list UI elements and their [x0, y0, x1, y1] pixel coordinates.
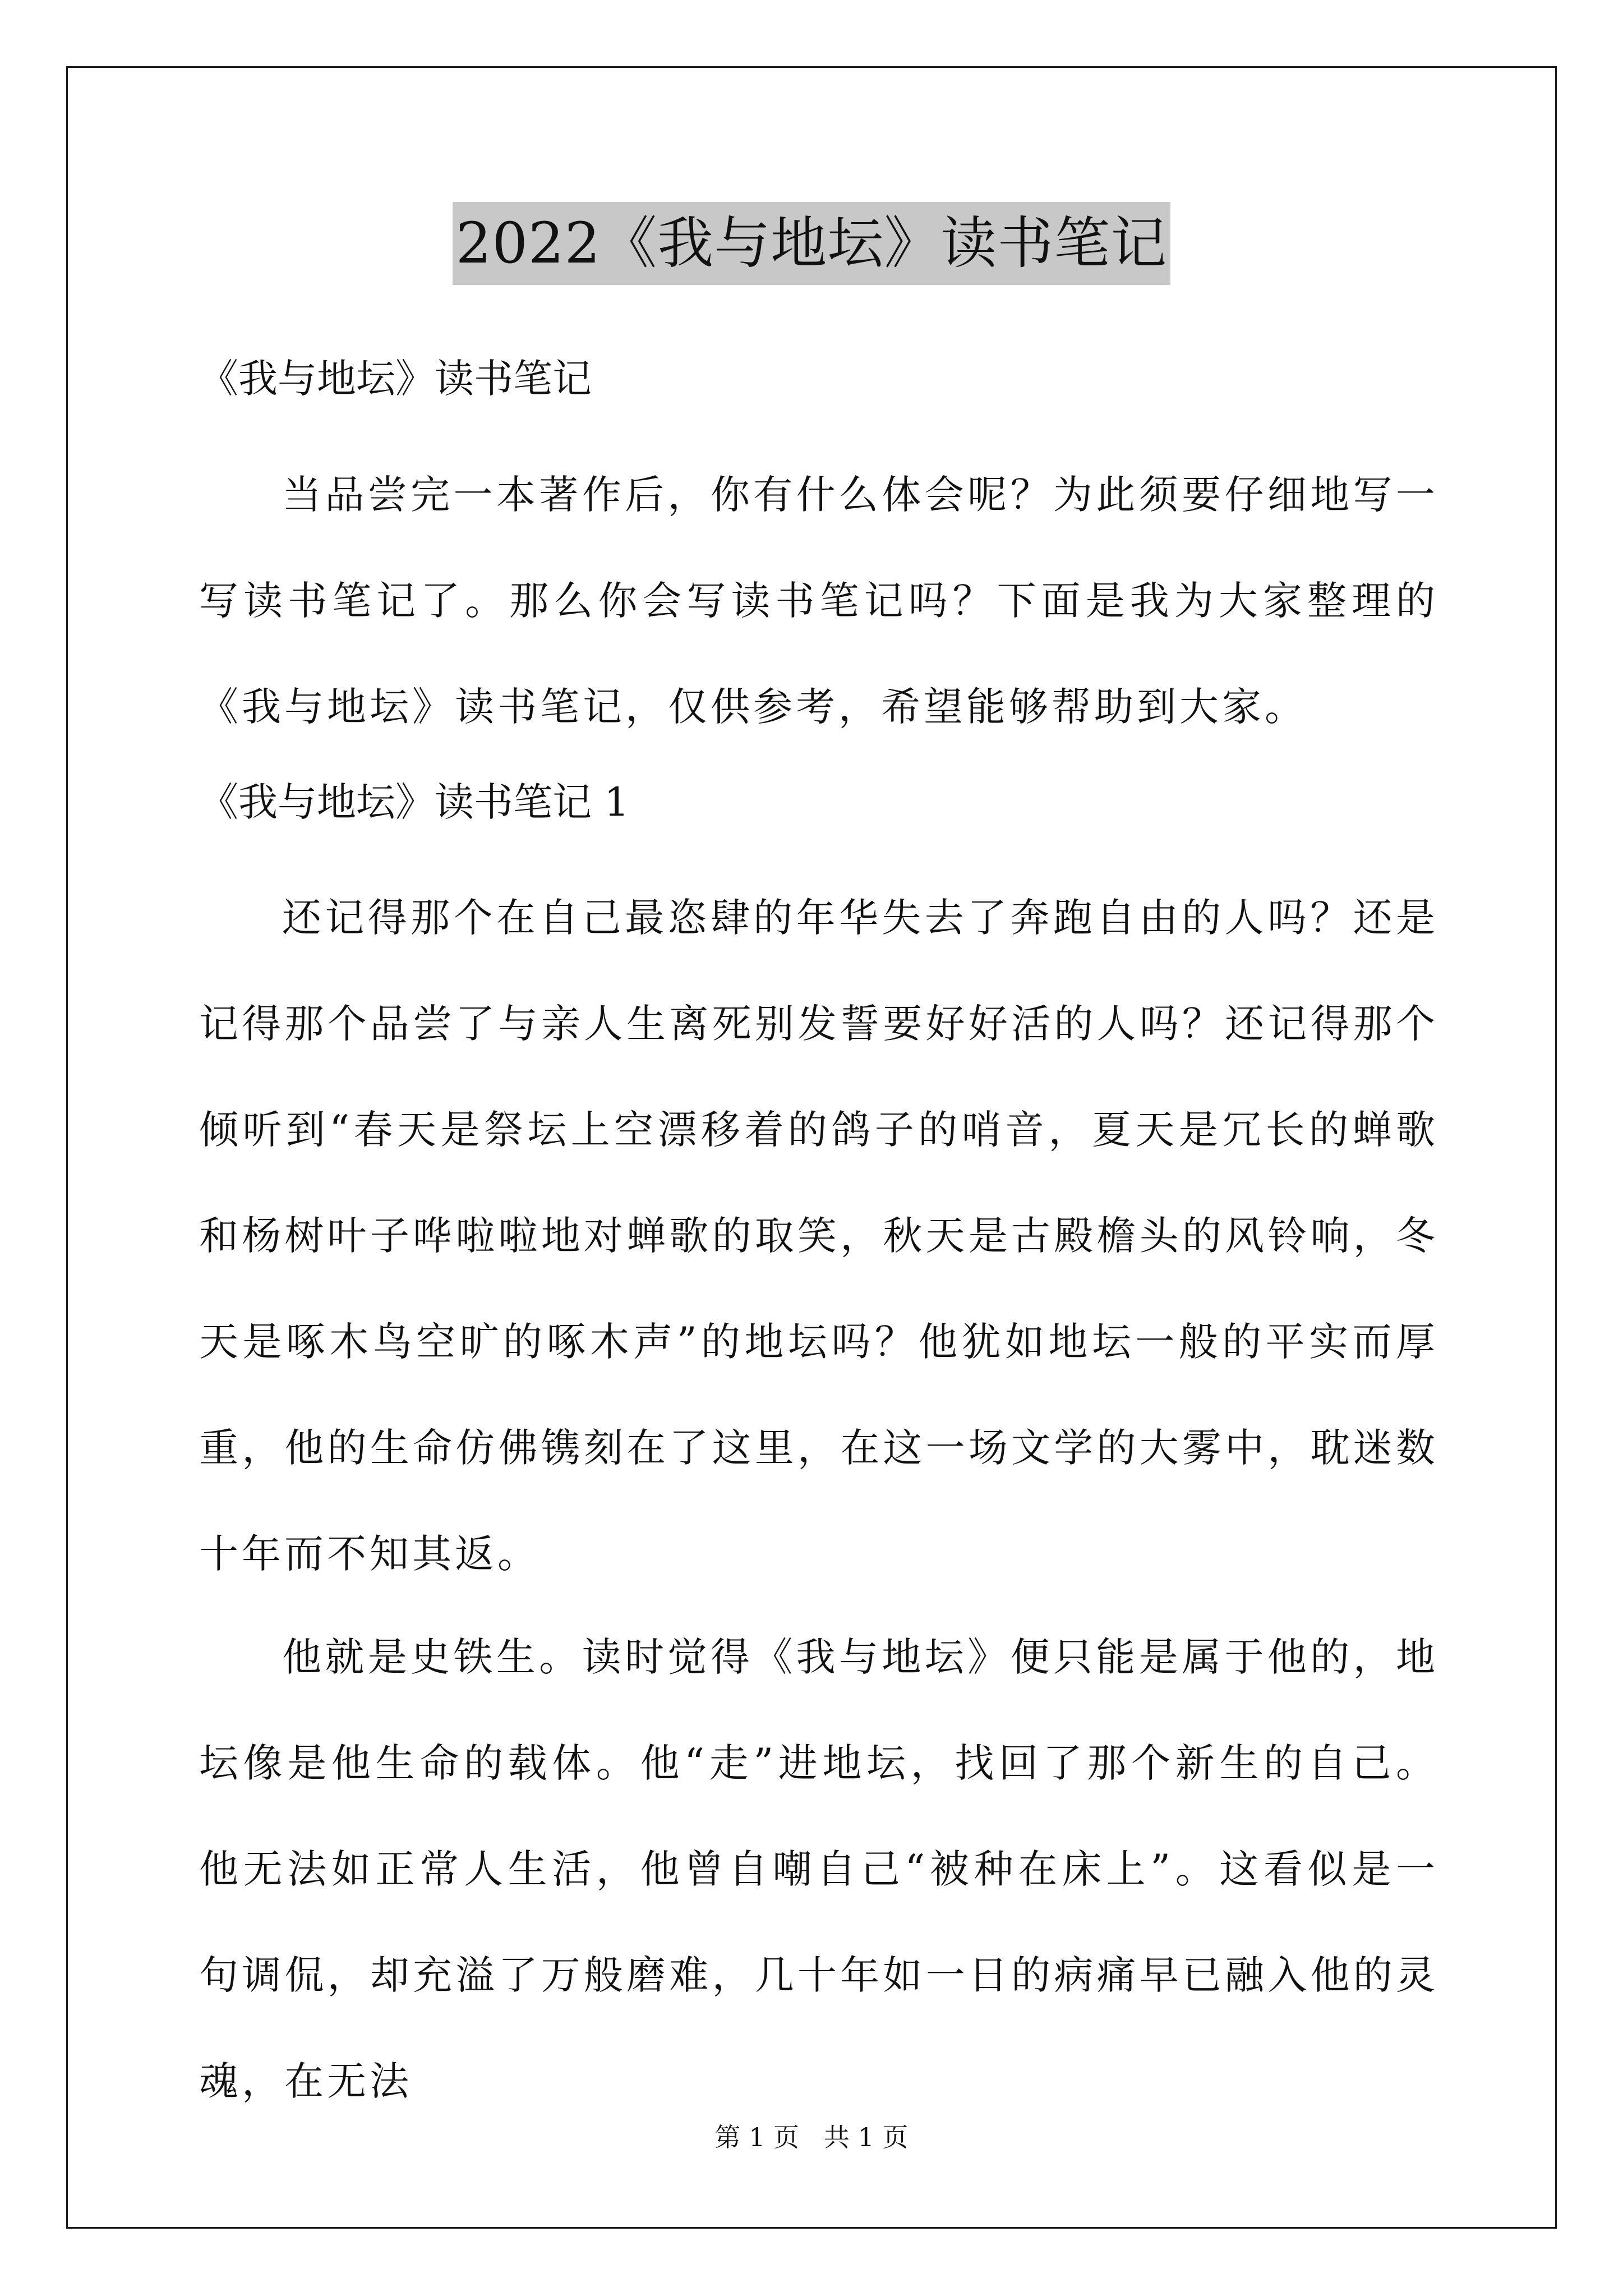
document-subtitle: 《我与地坛》读书笔记 — [199, 356, 592, 402]
intro-paragraph: 当品尝完一本著作后，你有什么体会呢？为此须要仔细地写一写读书笔记了。那么你会写读书笔记吗？下面是我为大家整理的《我与地坛》读书笔记，仅供参考，希望能够帮助到大家。 — [199, 472, 1438, 730]
body-paragraph-2: 他就是史铁生。读时觉得《我与地坛》便只能是属于他的，地坛像是他生命的载体。他“走”进地坛，找回了那个新生的自己。他无法如正常人生活，他曾自嘲自己“被种在床上”。这看似是一句调侃，却充溢了万般磨难，几十年如一日的病痛早已融入他的灵魂，在无法 — [199, 1634, 1438, 2104]
page-footer: 第 1 页 共 1 页 — [714, 2122, 909, 2152]
section-heading: 《我与地坛》读书笔记 1 — [199, 779, 629, 825]
title-container — [0, 202, 1623, 285]
body-paragraph-1: 还记得那个在自己最恣肆的年华失去了奔跑自由的人吗？还是记得那个品尝了与亲人生离死别发誓要好好活的人吗？还记得那个倾听到“春天是祭坛上空漂移着的鸽子的哨音，夏天是冗长的蝉歌和杨树叶子哗啦啦地对蝉歌的取笑，秋天是古殿檐头的风铃响，冬天是啄木鸟空旷的啄木声”的地坛吗？他犹如地坛一般的平实而厚重，他的生命仿佛镌刻在了这里，在这一场文学的大雾中，耽迷数十年而不知其返。 — [199, 895, 1438, 1577]
document-title: 2022《我与地坛》读书笔记 — [453, 202, 1171, 285]
